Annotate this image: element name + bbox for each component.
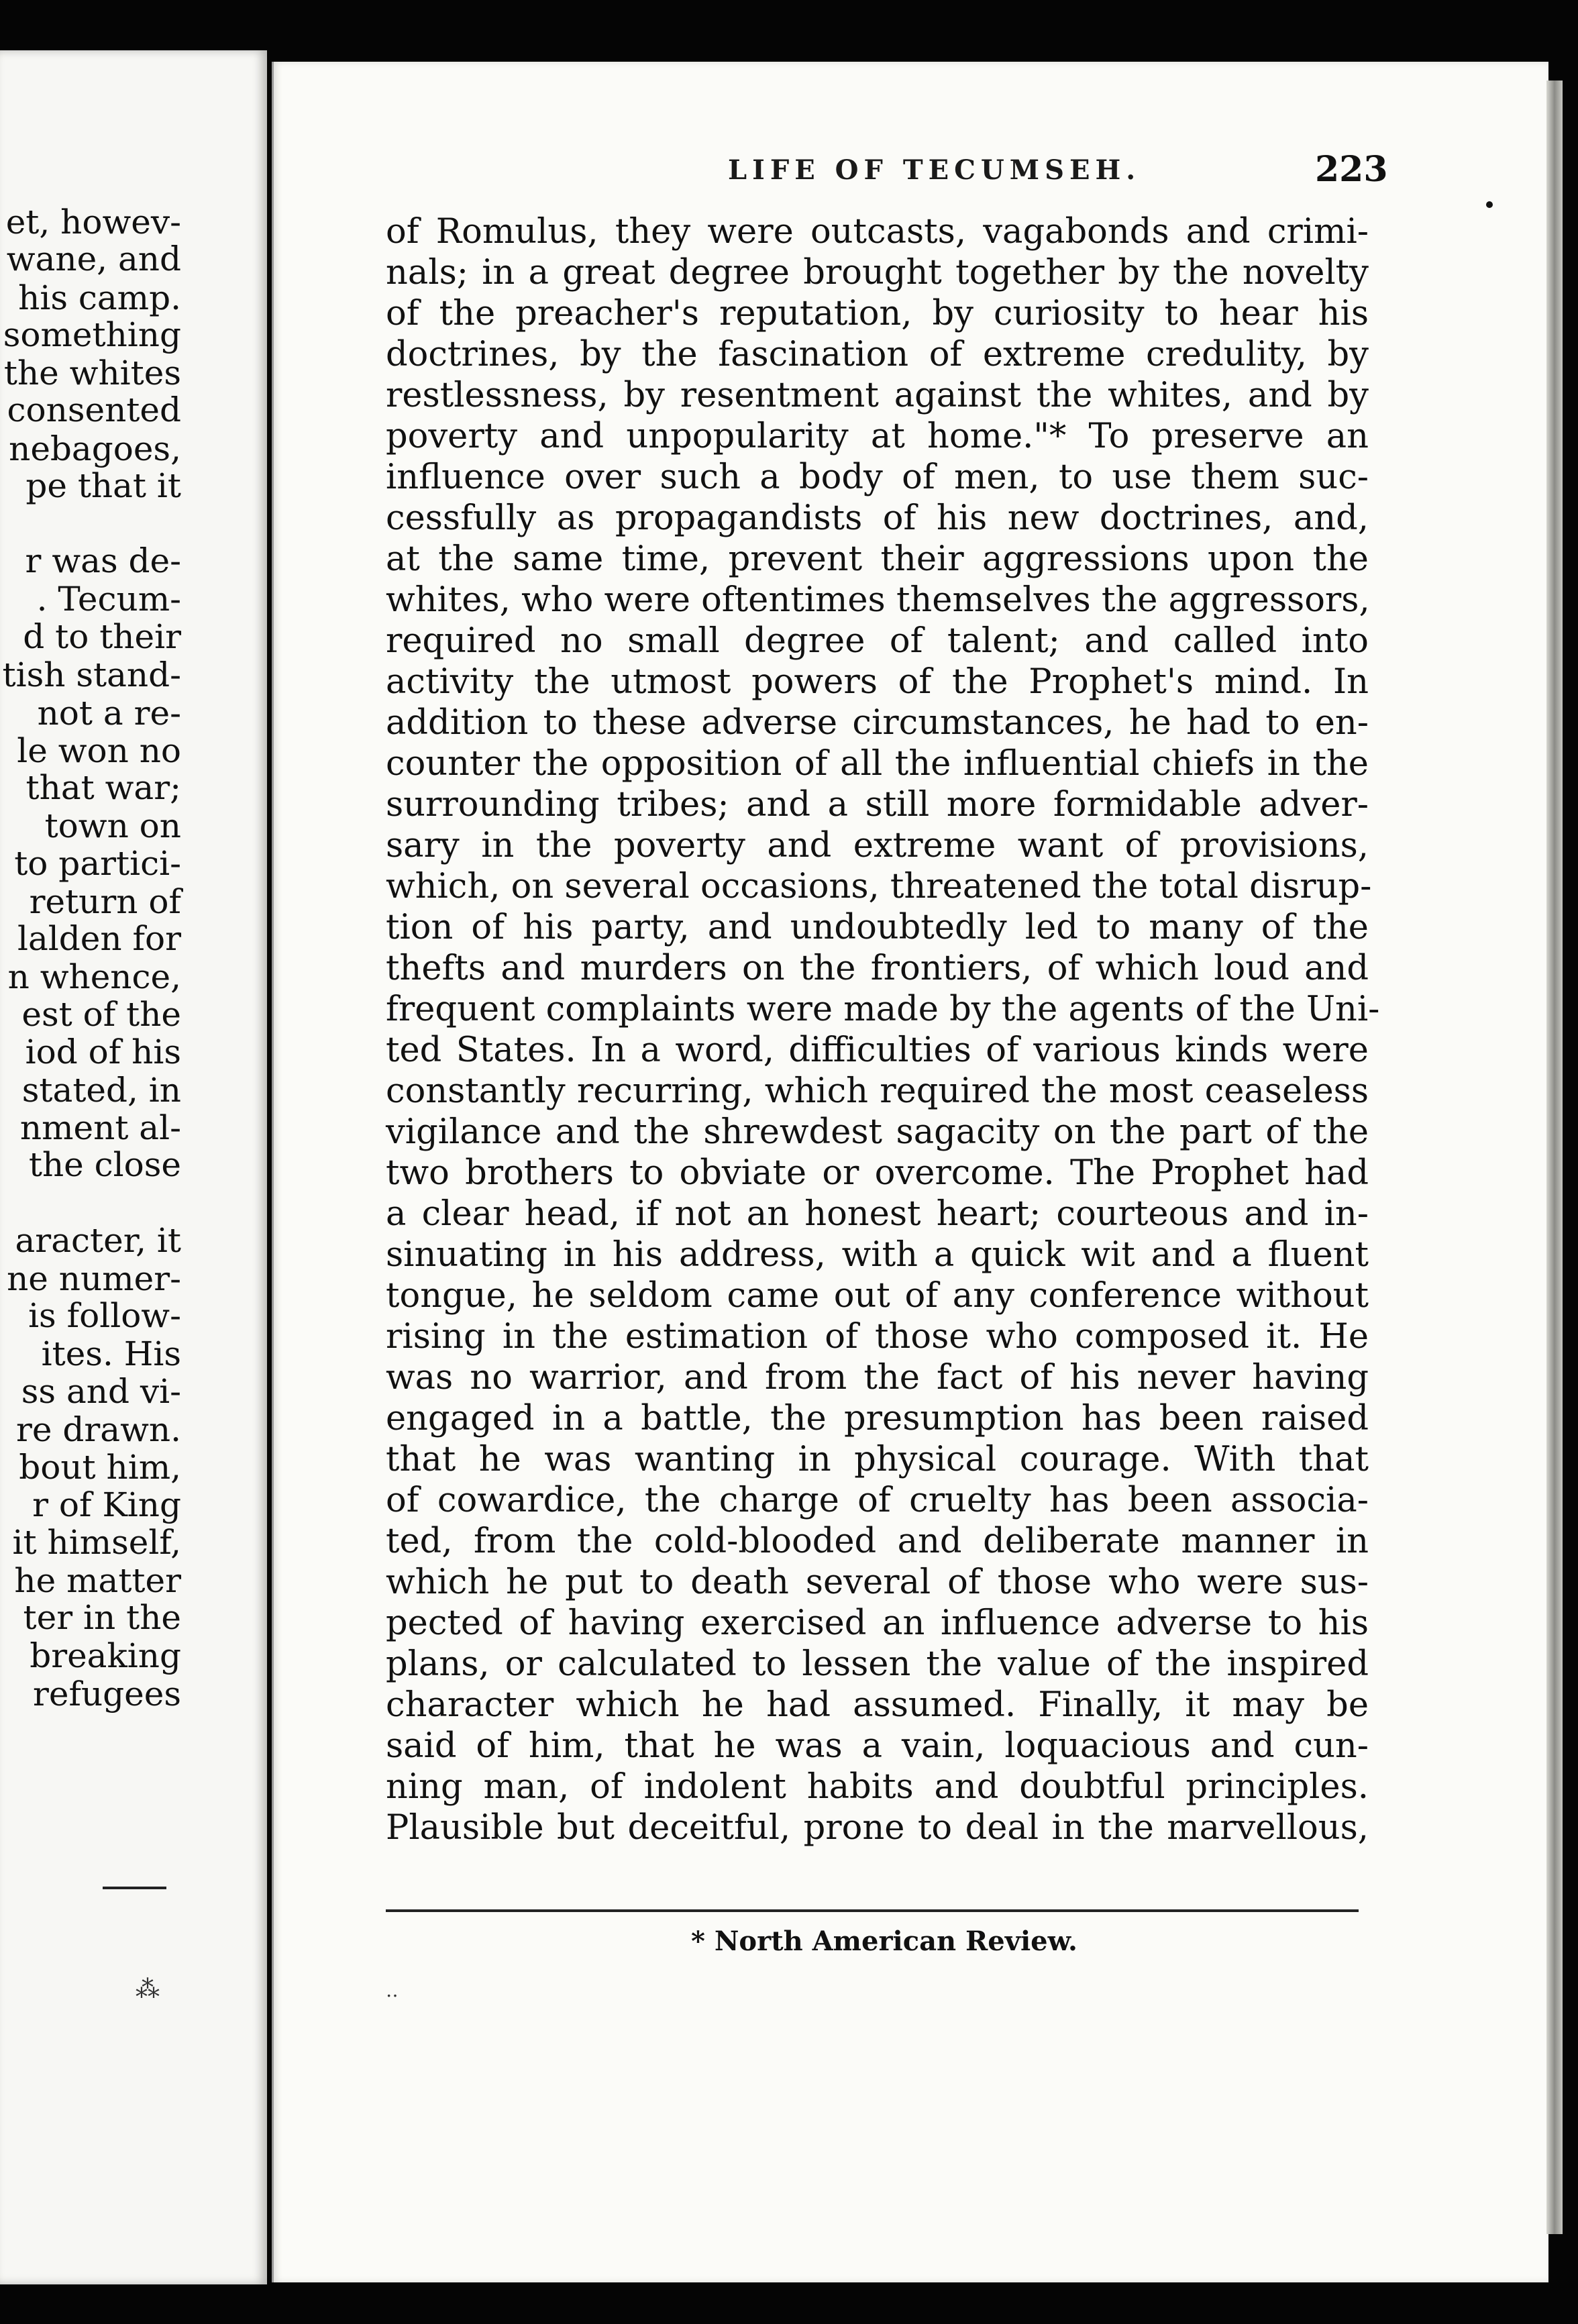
facing-page-line: the whites bbox=[3, 354, 181, 392]
facing-page-line: ne numer- bbox=[7, 1259, 181, 1298]
text-line: at the same time, prevent their aggressions upon the bbox=[386, 539, 1369, 579]
facing-page-line: stated, in bbox=[21, 1071, 181, 1110]
facing-page-line: tish stand- bbox=[2, 655, 181, 694]
facing-page-line: le won no bbox=[17, 731, 181, 770]
page-edge bbox=[1546, 81, 1563, 2234]
facing-page-line: est of the bbox=[21, 995, 181, 1034]
text-line: plans, or calculated to lessen the value of the inspired bbox=[386, 1644, 1369, 1684]
text-line: ted States. In a word, difficulties of various kinds were bbox=[386, 1031, 1369, 1070]
facing-page-line: et, howev- bbox=[5, 203, 181, 242]
text-line: counter the opposition of all the influential chiefs in the bbox=[386, 744, 1369, 784]
facing-page-line: wane, and bbox=[6, 240, 181, 278]
facing-page-line: town on bbox=[44, 806, 181, 845]
text-line: which, on several occasions, threatened the total disrup- bbox=[386, 867, 1372, 906]
facing-page-line: bout him, bbox=[19, 1448, 181, 1487]
text-line: ted, from the cold-blooded and deliberate manner in bbox=[386, 1522, 1369, 1561]
text-line: tion of his party, and undoubtedly led to many of the bbox=[386, 908, 1369, 947]
text-line: activity the utmost powers of the Prophet's mind. In bbox=[386, 662, 1369, 702]
text-line: engaged in a battle, the presumption has been raised bbox=[386, 1399, 1369, 1438]
footnote: * North American Review. bbox=[691, 1925, 1077, 1957]
facing-page-line: that war; bbox=[25, 768, 181, 807]
facing-page-line: consented bbox=[7, 390, 181, 429]
text-line: was no warrior, and from the fact of his never having bbox=[386, 1358, 1369, 1397]
text-line: influence over such a body of men, to use them suc- bbox=[386, 458, 1369, 497]
text-line: sary in the poverty and extreme want of provisions, bbox=[386, 826, 1369, 865]
page-number: 223 bbox=[1315, 149, 1388, 190]
footnote-rule bbox=[386, 1909, 1359, 1912]
facing-page-line: ss and vi- bbox=[21, 1372, 181, 1411]
text-line: vigilance and the shrewdest sagacity on the part of the bbox=[386, 1112, 1369, 1152]
facing-page-line: the close bbox=[28, 1145, 181, 1184]
body-text bbox=[386, 211, 1380, 1848]
text-line: constantly recurring, which required the most ceaseless bbox=[386, 1071, 1369, 1111]
margin-speck bbox=[1486, 201, 1493, 208]
text-line: thefts and murders on the frontiers, of which loud and bbox=[386, 949, 1369, 988]
facing-page-line: not a re- bbox=[37, 694, 181, 733]
text-line: frequent complaints were made by the agents of the Uni- bbox=[386, 990, 1380, 1029]
facing-page-line: . Tecum- bbox=[36, 580, 181, 619]
facing-page-line: d to their bbox=[23, 617, 181, 656]
text-line: sinuating in his address, with a quick wit and a fluent bbox=[386, 1235, 1369, 1275]
facing-page-footnote-rule bbox=[103, 1887, 166, 1889]
text-line: addition to these adverse circumstances, he had to en- bbox=[386, 703, 1369, 743]
facing-page-line: r was de- bbox=[25, 541, 181, 580]
text-line: which he put to death several of those who were sus- bbox=[386, 1563, 1369, 1602]
facing-page-line: aracter, it bbox=[15, 1221, 181, 1260]
facing-page-line: pe that it bbox=[25, 466, 181, 505]
stray-mark: ‥ bbox=[386, 1979, 399, 2001]
facing-page-line: breaking bbox=[30, 1636, 181, 1675]
facing-page-line: ites. His bbox=[41, 1334, 181, 1373]
text-line: that he was wanting in physical courage. With that bbox=[386, 1440, 1369, 1479]
facing-page-ornament: ⁂ bbox=[136, 1976, 160, 2003]
running-head: LIFE OF TECUMSEH. bbox=[728, 154, 1141, 186]
text-line: rising in the estimation of those who composed it. He bbox=[386, 1317, 1369, 1357]
text-line: a clear head, if not an honest heart; courteous and in- bbox=[386, 1194, 1369, 1234]
text-line: of cowardice, the charge of cruelty has been associa- bbox=[386, 1481, 1369, 1520]
facing-page-line: he matter bbox=[14, 1561, 181, 1600]
text-line: character which he had assumed. Finally, it may be bbox=[386, 1685, 1369, 1725]
facing-page-line: his camp. bbox=[18, 278, 181, 317]
text-line: nals; in a great degree brought together by the novelty bbox=[386, 253, 1369, 293]
facing-page-line: something bbox=[3, 315, 181, 354]
text-line: tongue, he seldom came out of any conference without bbox=[386, 1276, 1369, 1316]
facing-page-line: r of King bbox=[32, 1485, 181, 1524]
text-line: two brothers to obviate or overcome. The Prophet had bbox=[386, 1153, 1369, 1193]
facing-page-line: iod of his bbox=[25, 1033, 181, 1071]
facing-page-line: lalden for bbox=[17, 919, 181, 958]
text-line: surrounding tribes; and a still more formidable adver- bbox=[386, 785, 1369, 825]
facing-page-line: n whence, bbox=[7, 957, 181, 996]
facing-page-fragment bbox=[0, 50, 267, 2284]
text-line: required no small degree of talent; and called into bbox=[386, 621, 1369, 661]
facing-page-line: ter in the bbox=[23, 1598, 181, 1637]
facing-page-line: refugees bbox=[32, 1675, 181, 1713]
text-line: doctrines, by the fascination of extreme credulity, by bbox=[386, 335, 1369, 374]
facing-page-line: it himself, bbox=[12, 1523, 181, 1562]
text-line: Plausible but deceitful, prone to deal in the marvellous, bbox=[386, 1808, 1369, 1848]
text-line: of Romulus, they were outcasts, vagabonds and crimi- bbox=[386, 212, 1369, 252]
facing-page-line: nment al- bbox=[19, 1108, 181, 1147]
text-line: said of him, that he was a vain, loquacious and cun- bbox=[386, 1726, 1369, 1766]
facing-page-line: re drawn. bbox=[16, 1410, 181, 1449]
facing-page-line: is follow- bbox=[28, 1296, 181, 1335]
text-line: cessfully as propagandists of his new doctrines, and, bbox=[386, 498, 1369, 538]
text-line: whites, who were oftentimes themselves the aggressors, bbox=[386, 580, 1370, 620]
text-line: pected of having exercised an influence adverse to his bbox=[386, 1603, 1369, 1643]
text-line: restlessness, by resentment against the whites, and by bbox=[386, 376, 1369, 415]
facing-page-line: to partici- bbox=[14, 844, 181, 883]
text-line: of the preacher's reputation, by curiosity to hear his bbox=[386, 294, 1369, 333]
text-line: poverty and unpopularity at home."* To preserve an bbox=[386, 417, 1369, 456]
facing-page-line: nebagoes, bbox=[9, 429, 181, 468]
text-line: ning man, of indolent habits and doubtful principles. bbox=[386, 1767, 1369, 1807]
facing-page-line: return of bbox=[29, 882, 181, 921]
